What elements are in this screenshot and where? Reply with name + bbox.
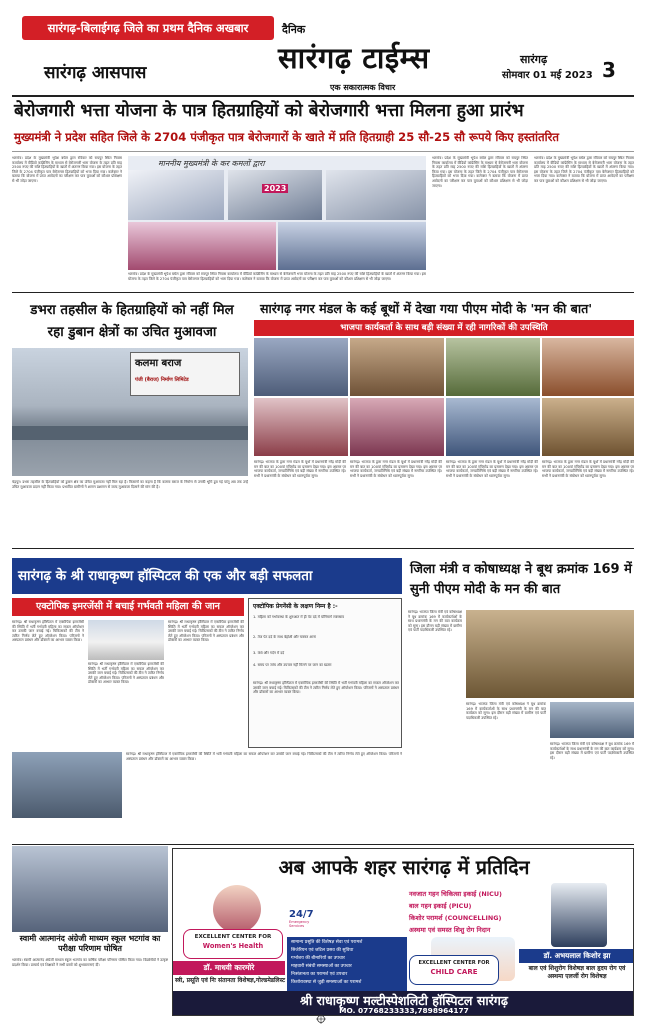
women-center-box	[183, 929, 283, 959]
ad-feature-6: किशोरावस्था से जुड़ी समस्याओं का परामर्श	[291, 980, 362, 985]
masthead-slogan: एक सकारात्मक विचार	[330, 83, 396, 92]
hospital-ad	[172, 848, 634, 1016]
mann-photo-grid	[254, 338, 634, 456]
child-center-sub: CHILD CARE	[430, 968, 478, 976]
emergency-badge	[289, 909, 323, 933]
masthead-city: सारंगढ़	[520, 53, 548, 66]
school-story	[12, 846, 168, 1014]
booth-photo-2	[550, 702, 634, 738]
lead-body-col2: भटगांव। प्रदेश के मुख्यमंत्री भूपेश बघेल द्वारा रविवार को रायपुर स्थित निवास कार्यालय में वीडियो कांफ्रेंसिंग के माध्यम से बेरोजगारी भत्ता योजना के तहत प्रति माह 2500 रुपए की राशि हितग्राहियों के खातों में अंतरण किया गया। इस योजना के तहत जिले के 2704 पंजीकृत पात्र बेरोजगार हितग्राहियों को भत्ता दिया गया। कलेक्टर ने बताया कि योजना में प्राप्त आवेदनों का परीक्षण कर पात्र युवाओं को कौशल प्रशिक्षण से भी जोड़ा जाएगा।	[128, 272, 426, 281]
doctor1-title: स्त्री, प्रसूति एवं निः संतानता विशेषज्ञ,गोल्डमेडलिस्ट	[175, 977, 285, 984]
registration-mark-icon	[316, 1014, 326, 1024]
mann-body-col4: सारंगढ़। भाजपा के द्वारा नगर मंडल के बूथों में प्रधानमंत्री नरेंद्र मोदी की मन की बात का 100वां एपिसोड का प्रसारण देखा गया। इस अवसर पर भाजपा कार्यकर्ता, जनप्रतिनिधि एवं बड़ी संख्या में नागरिक उपस्थित रहे। सभी ने प्रधानमंत्री के संबोधन को ध्यानपूर्वक सुना।	[542, 460, 634, 478]
lead-photo-4	[128, 222, 276, 270]
dabra-river	[12, 426, 248, 440]
booth-body-col1: सारंगढ़। भाजपा जिला मंत्री एवं कोषाध्यक्ष ने बूथ क्रमांक 169 में कार्यकर्ताओं के साथ प्रधानमंत्री के मन की बात कार्यक्रम को सुना। इस दौरान बड़ी संख्या में ग्रामीण एवं पार्टी पदाधिकारी उपस्थित रहे।	[408, 610, 462, 633]
doctor1-name: डॉ. माधवी कारमोरे	[203, 963, 255, 972]
lead-photo-date: 2023	[264, 184, 287, 193]
mann-photo-6	[350, 398, 444, 456]
lead-photo-1	[128, 170, 224, 220]
mann-photo-2	[350, 338, 444, 396]
doctor2-name: डॉ. अभयलाल किशोर झा	[543, 951, 611, 960]
lead-subhead: मुख्यमंत्री ने प्रदेश सहित जिले के 2704 पंजीकृत पात्र बेरोजगारों के खाते में प्रति हितग्राही 25 सौ-25 सौ रूपये किए हस्तांतरित	[14, 130, 559, 144]
ad-feature-4: माहवारी संबंधी समस्याओं का उपचार	[291, 964, 352, 969]
booth-body-col2: सारंगढ़। भाजपा जिला मंत्री एवं कोषाध्यक्ष ने बूथ क्रमांक 169 में कार्यकर्ताओं के साथ प्रधानमंत्री के मन की बात कार्यक्रम को सुना। इस दौरान बड़ी संख्या में ग्रामीण एवं पार्टी पदाधिकारी उपस्थित रहे।	[466, 702, 546, 720]
symptom-3: 3. कंधे और गर्दन में दर्द	[253, 651, 285, 655]
mann-photo-1	[254, 338, 348, 396]
booth-photo-1	[466, 610, 634, 698]
ad-service-4: अस्थमा एवं समस्त शिशु रोग निदान	[409, 926, 491, 934]
booth-body-col3: सारंगढ़। भाजपा जिला मंत्री एवं कोषाध्यक्ष ने बूथ क्रमांक 169 में कार्यकर्ताओं के साथ प्रधानमंत्री के मन की बात कार्यक्रम को सुना। इस दौरान बड़ी संख्या में ग्रामीण एवं पार्टी पदाधिकारी उपस्थित रहे।	[550, 742, 634, 760]
school-headline: स्वामी आत्मानंद अंग्रेजी माध्यम स्कूल भटगांव का परीक्षा परिणाम घोषित	[19, 934, 161, 953]
mann-photo-7	[446, 398, 540, 456]
masthead-section: सारंगढ़ आसपास	[44, 63, 147, 83]
ad-feature-5: निःसंतानता का परामर्श एवं उपचार	[291, 972, 348, 977]
doctor1-photo	[213, 885, 261, 933]
ad-service-2: बाल गहन इकाई (PICU)	[409, 902, 472, 910]
section-rule-3	[12, 844, 634, 845]
mann-body-col1: सारंगढ़। भाजपा के द्वारा नगर मंडल के बूथों में प्रधानमंत्री नरेंद्र मोदी की मन की बात का 100वां एपिसोड का प्रसारण देखा गया। इस अवसर पर भाजपा कार्यकर्ता, जनप्रतिनिधि एवं बड़ी संख्या में नागरिक उपस्थित रहे। सभी ने प्रधानमंत्री के संबोधन को ध्यानपूर्वक सुना।	[254, 460, 346, 478]
women-center-label: EXCELLENT CENTER FOR	[194, 934, 272, 940]
doctor2-title: बाल एवं शिशुरोग विशेषज्ञ बाल हृदय रोग एवं अस्थमा एलर्जी रोग विशेषज्ञ	[528, 965, 626, 980]
ad-phone: MO. 07768233333,7898964177	[339, 1006, 469, 1015]
masthead-date: सोमवार 01 मई 2023	[502, 70, 593, 81]
booth-headline: जिला मंत्री व कोषाध्यक्ष ने बूथ क्रमांक 169 में सुनी पीएम मोदी के मन की बात	[410, 562, 632, 597]
ad-hospital-name: श्री राधाकृष्ण मल्टीस्पेशलिटी हॉस्पिटल सारंगढ़	[300, 993, 508, 1008]
masthead-daily: दैनिक	[282, 23, 306, 36]
mann-body-col3: सारंगढ़। भाजपा के द्वारा नगर मंडल के बूथों में प्रधानमंत्री नरेंद्र मोदी की मन की बात का 100वां एपिसोड का प्रसारण देखा गया। इस अवसर पर भाजपा कार्यकर्ता, जनप्रतिनिधि एवं बड़ी संख्या में नागरिक उपस्थित रहे। सभी ने प्रधानमंत्री के संबोधन को ध्यानपूर्वक सुना।	[446, 460, 538, 478]
women-center-sub: Women's Health	[202, 942, 264, 950]
ad-service-1: नवजात गहन चिकित्सा इकाई (NICU)	[409, 890, 502, 898]
emergency-sub: Emergency Services	[289, 920, 310, 928]
mann-photo-3	[446, 338, 540, 396]
dabra-board-sub: पंजी (बैराज) निर्माण लिमिटेड	[135, 377, 189, 383]
lead-rule	[12, 151, 634, 152]
mann-photo-5	[254, 398, 348, 456]
booth-story	[408, 552, 634, 842]
hospital-headline: सारंगढ़ के श्री राधाकृष्ण हॉस्पिटल की एक और बड़ी सफलता	[18, 569, 313, 584]
symptom-1: 1. महिला को गर्भावस्था के शुरुआत में ही पेट दर्द में योनिमार्ग रक्तस्राव	[253, 615, 344, 619]
page-number: 3	[602, 58, 616, 82]
hospital-body-col3: सारंगढ़। श्री राधाकृष्ण हॉस्पिटल में एक्टोपिक इमरजेंसी की स्थिति में भर्ती गर्भवती महिला का सफल ऑपरेशन कर उसकी जान बचाई गई। चिकित्सकों की टीम ने त्वरित निर्णय लेते हुए ऑपरेशन किया। परिजनों ने अस्पताल प्रबंधन और डॉक्टरों का आभार व्यक्त किया।	[168, 620, 244, 643]
child-center-box	[409, 955, 499, 985]
dabra-board	[130, 352, 240, 396]
lead-photo-caption: माननीय मुख्यमंत्री के कर कमलों द्वारा	[158, 159, 265, 168]
emergency-label: 24/7	[289, 909, 314, 920]
mann-subhead: भाजपा कार्यकर्ता के साथ बड़ी संख्या में रही नागरिकों की उपस्थिति	[254, 320, 634, 336]
ad-headline: अब आपके शहर सारंगढ़ में प्रतिदिन	[278, 856, 530, 879]
dabra-body: चंद्रपुर। डभरा तहसील के हितग्राहियों को डुबान क्षेत्र का उचित मुआवजा नहीं मिल रहा है। किसानों का कहना है कि कलमा बराज के निर्माण से उनकी भूमि डूब गई परंतु अब तक उन्हें उचित मुआवजा प्रदान नहीं किया गया। प्रभावित ग्रामीणों ने शासन प्रशासन से जल्द मुआवजा दिलाने की मांग की है।	[12, 480, 248, 489]
mann-photo-8	[542, 398, 634, 456]
hospital-team-photo	[12, 752, 122, 818]
dabra-board-text: कलमा बराज	[135, 358, 182, 369]
lead-photo-3	[326, 170, 426, 220]
section-rule-2	[12, 548, 634, 549]
hospital-body-col1: सारंगढ़। श्री राधाकृष्ण हॉस्पिटल में एक्टोपिक इमरजेंसी की स्थिति में भर्ती गर्भवती महिला का सफल ऑपरेशन कर उसकी जान बचाई गई। चिकित्सकों की टीम ने त्वरित निर्णय लेते हुए ऑपरेशन किया। परिजनों ने अस्पताल प्रबंधन और डॉक्टरों का आभार व्यक्त किया।	[12, 620, 84, 643]
school-photo	[12, 846, 168, 932]
symptoms-box	[248, 598, 402, 748]
ad-feature-3: गर्भाशय की बीमारियों का उपचार	[291, 956, 345, 961]
school-body: भटगांव। स्वामी आत्मानंद अंग्रेजी माध्यम स्कूल भटगांव का वार्षिक परीक्षा परिणाम घोषित किया गया। विद्यार्थियों ने उत्कृष्ट प्रदर्शन किया। प्राचार्य एवं शिक्षकों ने सभी छात्रों को शुभकामनाएं दीं।	[12, 958, 168, 967]
symptoms-title: एक्टोपिक प्रेगनेंसी के लक्षण निम्न है :-	[253, 603, 338, 610]
lead-story	[12, 98, 634, 290]
mann-headline: सारंगढ़ नगर मंडल के कई बूथों में देखा गया पीएम मोदी के 'मन की बात'	[260, 301, 593, 316]
dabra-headline: डभरा तहसील के हितग्राहियों को नहीं मिल रहा डुबान क्षेत्रों का उचित मुआवजा	[30, 303, 234, 340]
mann-photo-4	[542, 338, 634, 396]
symptoms-extra: सारंगढ़। श्री राधाकृष्ण हॉस्पिटल में एक्टोपिक इमरजेंसी की स्थिति में भर्ती गर्भवती महिला का सफल ऑपरेशन कर उसकी जान बचाई गई। चिकित्सकों की टीम ने त्वरित निर्णय लेते हुए ऑपरेशन किया। परिजनों ने अस्पताल प्रबंधन और डॉक्टरों का आभार व्यक्त किया।	[253, 681, 399, 695]
masthead-rule	[12, 95, 634, 97]
ad-service-3: किशोर परामर्श (COUNCELLING)	[409, 914, 502, 922]
lead-headline: बेरोजगारी भत्ता योजना के पात्र हितग्राहियों को बेरोजगारी भत्ता मिलना हुआ प्रारंभ	[14, 101, 524, 121]
doctor2-photo	[551, 883, 607, 947]
hospital-story	[12, 552, 402, 842]
symptom-2: 2. तेज पेट दर्द के साथ बेहोशी और चक्कर आना	[253, 635, 316, 639]
lead-body-col4: भटगांव। प्रदेश के मुख्यमंत्री भूपेश बघेल द्वारा रविवार को रायपुर स्थित निवास कार्यालय में वीडियो कांफ्रेंसिंग के माध्यम से बेरोजगारी भत्ता योजना के तहत प्रति माह 2500 रुपए की राशि हितग्राहियों के खातों में अंतरण किया गया। इस योजना के तहत जिले के 2704 पंजीकृत पात्र बेरोजगार हितग्राहियों को भत्ता दिया गया। कलेक्टर ने बताया कि योजना में प्राप्त आवेदनों का परीक्षण कर पात्र युवाओं को कौशल प्रशिक्षण से भी जोड़ा जाएगा।	[534, 156, 634, 183]
masthead-name: सारंगढ़ टाईम्स	[278, 41, 430, 75]
ad-feature-2: सिजेरियन एवं जटिल प्रसव की सुविधा	[291, 948, 354, 953]
mann-story	[254, 296, 634, 546]
lead-photo-5	[278, 222, 426, 270]
hospital-body-col2: सारंगढ़। श्री राधाकृष्ण हॉस्पिटल में एक्टोपिक इमरजेंसी की स्थिति में भर्ती गर्भवती महिला का सफल ऑपरेशन कर उसकी जान बचाई गई। चिकित्सकों की टीम ने त्वरित निर्णय लेते हुए ऑपरेशन किया। परिजनों ने अस्पताल प्रबंधन और डॉक्टरों का आभार व्यक्त किया।	[88, 662, 164, 685]
section-rule-1	[12, 292, 634, 293]
hospital-subhead: एक्टोपिक इमरजेंसी में बचाई गर्भवती महिला की जान	[12, 598, 244, 616]
mann-body-col2: सारंगढ़। भाजपा के द्वारा नगर मंडल के बूथों में प्रधानमंत्री नरेंद्र मोदी की मन की बात का 100वां एपिसोड का प्रसारण देखा गया। इस अवसर पर भाजपा कार्यकर्ता, जनप्रतिनिधि एवं बड़ी संख्या में नागरिक उपस्थित रहे। सभी ने प्रधानमंत्री के संबोधन को ध्यानपूर्वक सुना।	[350, 460, 442, 478]
lead-body-col3: भटगांव। प्रदेश के मुख्यमंत्री भूपेश बघेल द्वारा रविवार को रायपुर स्थित निवास कार्यालय में वीडियो कांफ्रेंसिंग के माध्यम से बेरोजगारी भत्ता योजना के तहत प्रति माह 2500 रुपए की राशि हितग्राहियों के खातों में अंतरण किया गया। इस योजना के तहत जिले के 2704 पंजीकृत पात्र बेरोजगार हितग्राहियों को भत्ता दिया गया। कलेक्टर ने बताया कि योजना में प्राप्त आवेदनों का परीक्षण कर पात्र युवाओं को कौशल प्रशिक्षण से भी जोड़ा जाएगा।	[432, 156, 528, 188]
child-center-label: EXCELLENT CENTER FOR	[418, 960, 490, 966]
lead-body-col1: भटगांव। प्रदेश के मुख्यमंत्री भूपेश बघेल द्वारा रविवार को रायपुर स्थित निवास कार्यालय में वीडियो कांफ्रेंसिंग के माध्यम से बेरोजगारी भत्ता योजना के तहत प्रति माह 2500 रुपए की राशि हितग्राहियों के खातों में अंतरण किया गया। इस योजना के तहत जिले के 2704 पंजीकृत पात्र बेरोजगार हितग्राहियों को भत्ता दिया गया। कलेक्टर ने बताया कि योजना में प्राप्त आवेदनों का परीक्षण कर पात्र युवाओं को कौशल प्रशिक्षण से भी जोड़ा जाएगा।	[12, 156, 122, 183]
lead-photo-2	[228, 170, 322, 220]
masthead	[0, 0, 645, 96]
symptom-4: 4. समय पर जांच और उपचार नहीं मिलने पर जान का खतरा	[253, 663, 332, 667]
hospital-body-col4: सारंगढ़। श्री राधाकृष्ण हॉस्पिटल में एक्टोपिक इमरजेंसी की स्थिति में भर्ती गर्भवती महिला का सफल ऑपरेशन कर उसकी जान बचाई गई। चिकित्सकों की टीम ने त्वरित निर्णय लेते हुए ऑपरेशन किया। परिजनों ने अस्पताल प्रबंधन और डॉक्टरों का आभार व्यक्त किया।	[126, 752, 402, 761]
hospital-building-photo	[88, 620, 164, 660]
masthead-tagline: सारंगढ़-बिलाईगढ़ जिले का प्रथम दैनिक अखबार	[22, 16, 274, 40]
ad-feature-1: सामान्य प्रसूति की विशेषज्ञ सेवा एवं परामर्श	[291, 940, 363, 945]
dabra-photo	[12, 348, 248, 476]
lead-photo-group	[128, 156, 426, 270]
dabra-story	[12, 296, 248, 546]
